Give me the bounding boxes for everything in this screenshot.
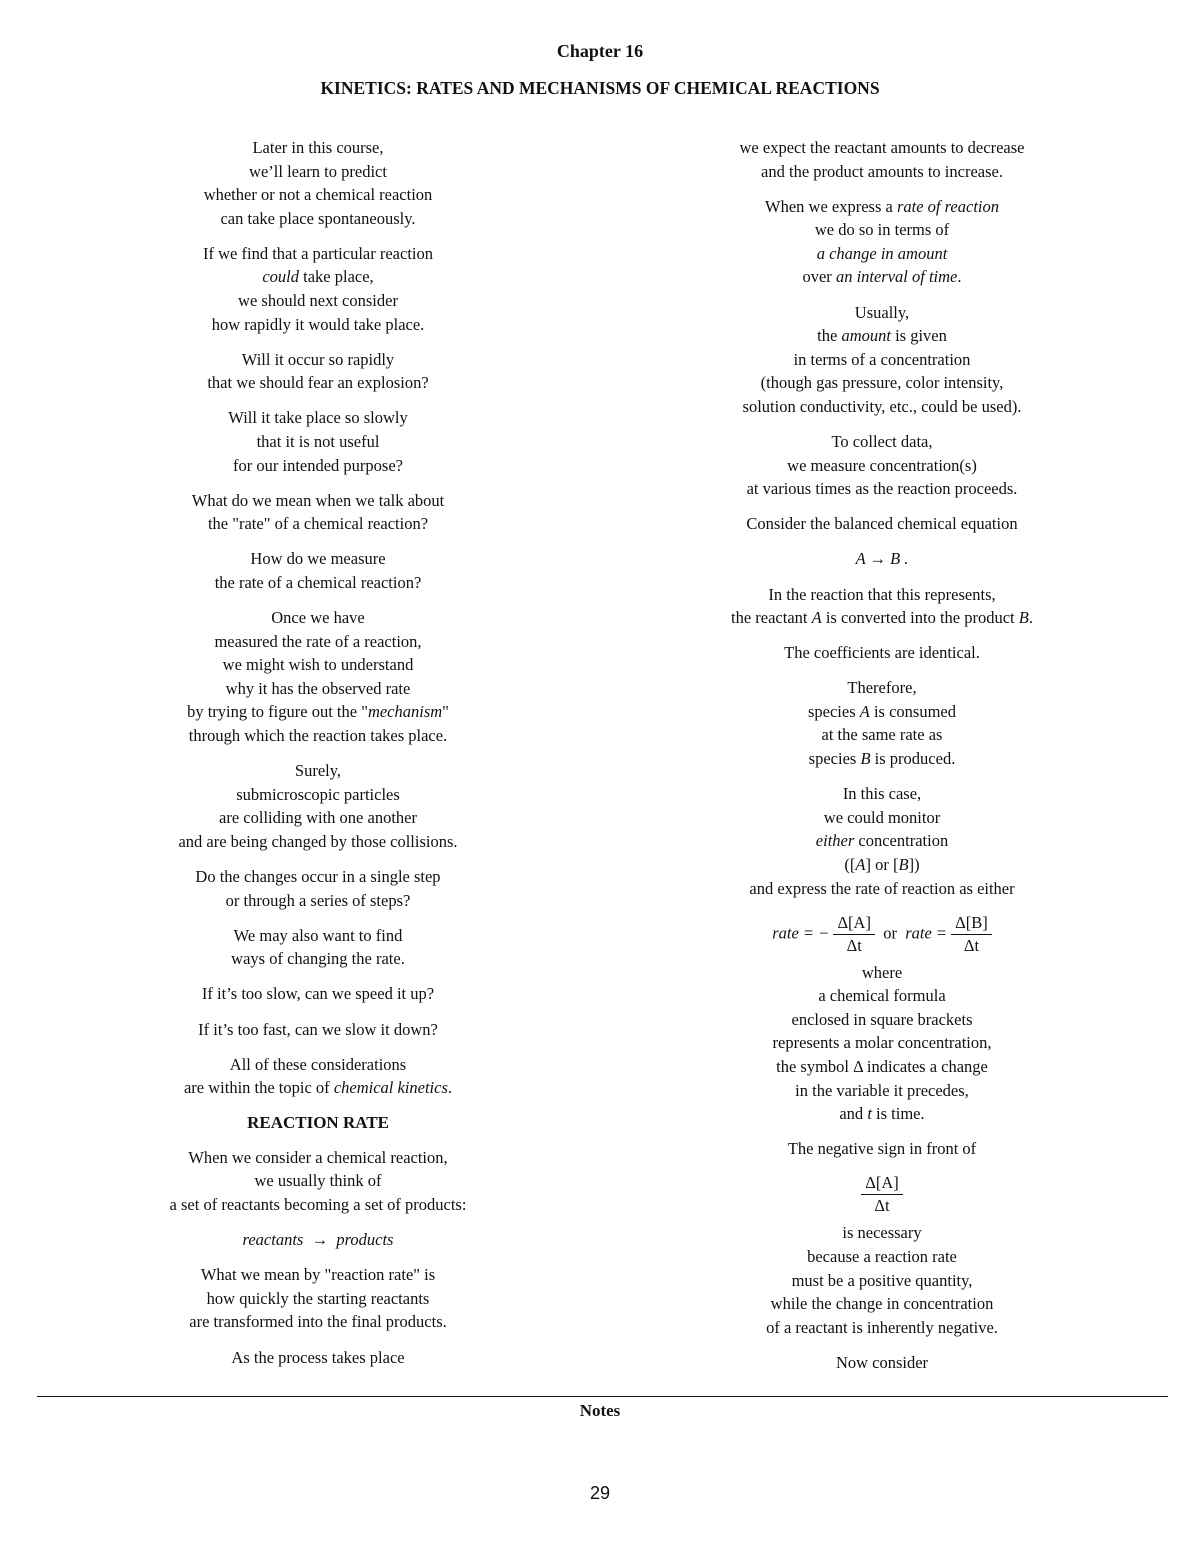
text-line: that we should fear an explosion? — [207, 373, 429, 393]
paragraph — [647, 430, 1117, 501]
text-line: we’ll learn to predict — [249, 161, 387, 181]
text-line: Therefore, — [847, 678, 917, 698]
paragraph — [647, 641, 1117, 665]
text-line: represents a molar concentration, — [772, 1033, 992, 1053]
text: by trying to figure out the " — [187, 702, 368, 722]
paragraph — [83, 865, 553, 912]
italic-text: B — [898, 854, 909, 874]
paragraph — [647, 1351, 1117, 1375]
text-line: enclosed in square brackets — [791, 1009, 973, 1029]
text-line: Will it take place so slowly — [228, 408, 408, 428]
italic-text: mechanism — [367, 702, 443, 722]
text-line: for our intended purpose? — [233, 455, 403, 475]
text-line: are transformed into the final products. — [189, 1312, 447, 1332]
right-column — [647, 136, 1117, 1386]
paragraph — [647, 583, 1117, 630]
paragraph — [83, 1053, 553, 1100]
text: . — [1028, 608, 1033, 628]
text-line: What do we mean when we talk about — [191, 490, 445, 510]
text-line: that it is not useful — [256, 432, 380, 452]
paragraph — [83, 606, 553, 748]
text: . — [957, 267, 962, 287]
text-line — [647, 747, 1117, 771]
paragraph — [83, 348, 553, 395]
paragraph — [83, 136, 553, 230]
text-line: at various times as the reaction proceeds. — [746, 479, 1018, 499]
fraction-denominator: Δt — [874, 1196, 890, 1216]
fraction-denominator: Δt — [963, 935, 980, 955]
text-line: in terms of a concentration — [793, 349, 971, 369]
text-line: where — [861, 962, 903, 982]
text-line: (though gas pressure, color intensity, — [760, 373, 1004, 393]
text-line: solution conductivity, etc., could be used). — [742, 396, 1022, 416]
text-line: because a reaction rate — [807, 1246, 957, 1266]
text: is consumed — [869, 701, 957, 721]
paragraph — [647, 961, 1117, 1126]
italic-text: a change in amount — [816, 243, 948, 263]
text-line: and the product amounts to increase. — [761, 161, 1003, 181]
paragraph — [83, 547, 553, 594]
italic-text: t — [867, 1104, 872, 1124]
chapter-title: KINETICS: RATES AND MECHANISMS OF CHEMICAL REACTIONS — [320, 78, 880, 98]
paragraph — [83, 1146, 553, 1217]
text: ] or [ — [865, 854, 899, 874]
text-line: Do the changes occur in a single step — [195, 867, 441, 887]
text-line: Later in this course, — [252, 138, 384, 157]
fraction-denominator: Δt — [846, 935, 862, 955]
text-line: All of these considerations — [229, 1054, 407, 1074]
italic-text: rate of reaction — [896, 196, 999, 216]
text-line: we could monitor — [823, 807, 941, 827]
paragraph — [647, 301, 1117, 419]
text-line: we might wish to understand — [222, 655, 414, 675]
text-line: How do we measure — [250, 549, 386, 569]
page-number: 29 — [589, 1483, 611, 1503]
text-line: We may also want to find — [233, 925, 403, 945]
text: is given — [890, 326, 947, 346]
italic-text: an interval of time — [835, 267, 958, 287]
fraction-numerator: Δ[A] — [865, 1173, 899, 1193]
text-line: Once we have — [271, 608, 365, 628]
text-line: at the same rate as — [821, 725, 943, 745]
footer-divider — [37, 1396, 1168, 1397]
text-line — [647, 700, 1117, 724]
text: is time. — [871, 1104, 925, 1124]
italic-text: could — [262, 267, 299, 287]
paragraph — [83, 1018, 553, 1042]
text-line: can take place spontaneously. — [220, 208, 416, 228]
text-line — [647, 853, 1117, 877]
fraction-numerator: Δ[B] — [955, 912, 988, 932]
paragraph — [83, 1263, 553, 1334]
paragraph — [647, 782, 1117, 900]
text: . — [447, 1078, 453, 1098]
italic-text: B — [860, 749, 871, 769]
text: When we express a — [765, 196, 897, 216]
text-line — [647, 265, 1117, 289]
text: and — [839, 1104, 868, 1124]
text-line: Now consider — [835, 1352, 929, 1372]
text-line: the symbol Δ indicates a change — [776, 1057, 988, 1076]
paragraph — [83, 406, 553, 477]
text-line: If it’s too slow, can we speed it up? — [201, 984, 435, 1004]
text: is produced. — [870, 749, 956, 769]
text: over — [802, 267, 836, 287]
italic-text: amount — [841, 326, 891, 346]
equation-text: A → B . — [855, 549, 909, 569]
text-line: the "rate" of a chemical reaction? — [207, 514, 429, 534]
text-line: Consider the balanced chemical equation — [746, 514, 1018, 534]
fraction — [861, 1172, 903, 1217]
paragraph — [83, 1346, 553, 1370]
text-line: ways of changing the rate. — [231, 949, 405, 969]
paragraph — [647, 1137, 1117, 1161]
text-line: through which the reaction takes place. — [188, 726, 448, 746]
text-line: are colliding with one another — [219, 808, 417, 828]
text: the — [817, 326, 842, 346]
text-line — [647, 606, 1117, 630]
text: species — [808, 749, 861, 769]
text-line — [83, 1076, 553, 1100]
paragraph — [647, 136, 1117, 183]
text-line: how quickly the starting reactants — [206, 1288, 430, 1308]
text: " — [442, 702, 449, 722]
rate-equation — [647, 912, 1117, 957]
text-line: Usually, — [854, 302, 910, 322]
text-line — [83, 265, 553, 289]
text: take place, — [299, 267, 374, 287]
text-line: What we mean by "reaction rate" is — [200, 1265, 436, 1285]
fraction — [951, 912, 992, 957]
text: the reactant — [731, 608, 812, 628]
paragraph — [83, 759, 553, 853]
italic-text: chemical kinetics — [333, 1078, 448, 1098]
paragraph — [83, 924, 553, 971]
text: concentration — [854, 831, 949, 851]
text: species — [807, 701, 860, 721]
fraction — [833, 912, 875, 957]
equation-text: rate = — [905, 922, 952, 942]
text-line — [647, 1102, 1117, 1126]
text: is converted into the product — [821, 608, 1019, 628]
text-line: while the change in concentration — [770, 1294, 994, 1314]
italic-text: either — [815, 831, 855, 851]
text-line: how rapidly it would take place. — [211, 314, 425, 334]
equation — [83, 1228, 553, 1252]
text-line: As the process takes place — [231, 1347, 405, 1367]
text-line: or through a series of steps? — [225, 890, 411, 910]
text-line: is necessary — [842, 1223, 922, 1243]
text-line: Surely, — [294, 761, 342, 781]
text-line: The negative sign in front of — [787, 1139, 977, 1159]
text-line: and express the rate of reaction as either — [749, 878, 1015, 898]
paragraph — [647, 1221, 1117, 1339]
text-line — [647, 829, 1117, 853]
paragraph — [647, 676, 1117, 770]
text-line: the rate of a chemical reaction? — [214, 573, 422, 592]
italic-text: A — [859, 701, 870, 721]
notes-label: Notes — [579, 1401, 621, 1420]
text-line: In this case, — [842, 784, 922, 804]
text-line — [83, 700, 553, 724]
text: are within the topic of — [183, 1078, 334, 1098]
text-line: When we consider a chemical reaction, — [188, 1147, 448, 1167]
text-line: To collect data, — [831, 432, 933, 452]
text: ([ — [844, 854, 856, 874]
text-line: must be a positive quantity, — [791, 1270, 973, 1290]
fraction-equation — [647, 1172, 1117, 1217]
text-line: we should next consider — [238, 291, 398, 311]
text-line — [647, 195, 1117, 219]
text-line: submicroscopic particles — [236, 784, 400, 804]
left-column — [83, 136, 553, 1381]
text-line: in the variable it precedes, — [795, 1080, 969, 1100]
text-line: we expect the reactant amounts to decrease — [739, 138, 1025, 157]
text-line: measured the rate of a reaction, — [214, 631, 422, 651]
text-line — [647, 324, 1117, 348]
text-line: Will it occur so rapidly — [241, 349, 395, 369]
text-line: The coefficients are identical. — [784, 643, 980, 663]
text-line: we usually think of — [254, 1171, 382, 1191]
paragraph — [83, 242, 553, 336]
text-line: we do so in terms of — [814, 220, 950, 240]
text: ]) — [908, 854, 920, 874]
fraction-numerator: Δ[A] — [837, 912, 871, 932]
text-line: If it’s too fast, can we slow it down? — [198, 1019, 438, 1039]
paragraph — [647, 195, 1117, 289]
paragraph — [83, 982, 553, 1006]
equation-text: rate = − — [772, 922, 830, 942]
text-line: we measure concentration(s) — [787, 455, 977, 475]
text-line: a set of reactants becoming a set of products: — [169, 1195, 467, 1215]
paragraph — [83, 489, 553, 536]
text-line: and are being changed by those collisions. — [178, 831, 458, 851]
chapter-number: Chapter 16 — [556, 41, 644, 61]
equation — [647, 547, 1117, 571]
italic-text: B — [1018, 608, 1029, 628]
equation-text: reactants → products — [242, 1230, 394, 1250]
text-line: of a reactant is inherently negative. — [766, 1317, 998, 1337]
text-line: If we find that a particular reaction — [203, 243, 433, 263]
italic-text: A — [811, 608, 822, 628]
section-heading: REACTION RATE — [247, 1113, 389, 1133]
italic-text: A — [855, 854, 866, 874]
text-line: a chemical formula — [818, 986, 946, 1006]
equation-text: or — [879, 922, 902, 942]
text-line: why it has the observed rate — [225, 678, 411, 698]
text-line: In the reaction that this represents, — [768, 584, 996, 604]
paragraph — [647, 512, 1117, 536]
text-line: whether or not a chemical reaction — [203, 185, 433, 205]
